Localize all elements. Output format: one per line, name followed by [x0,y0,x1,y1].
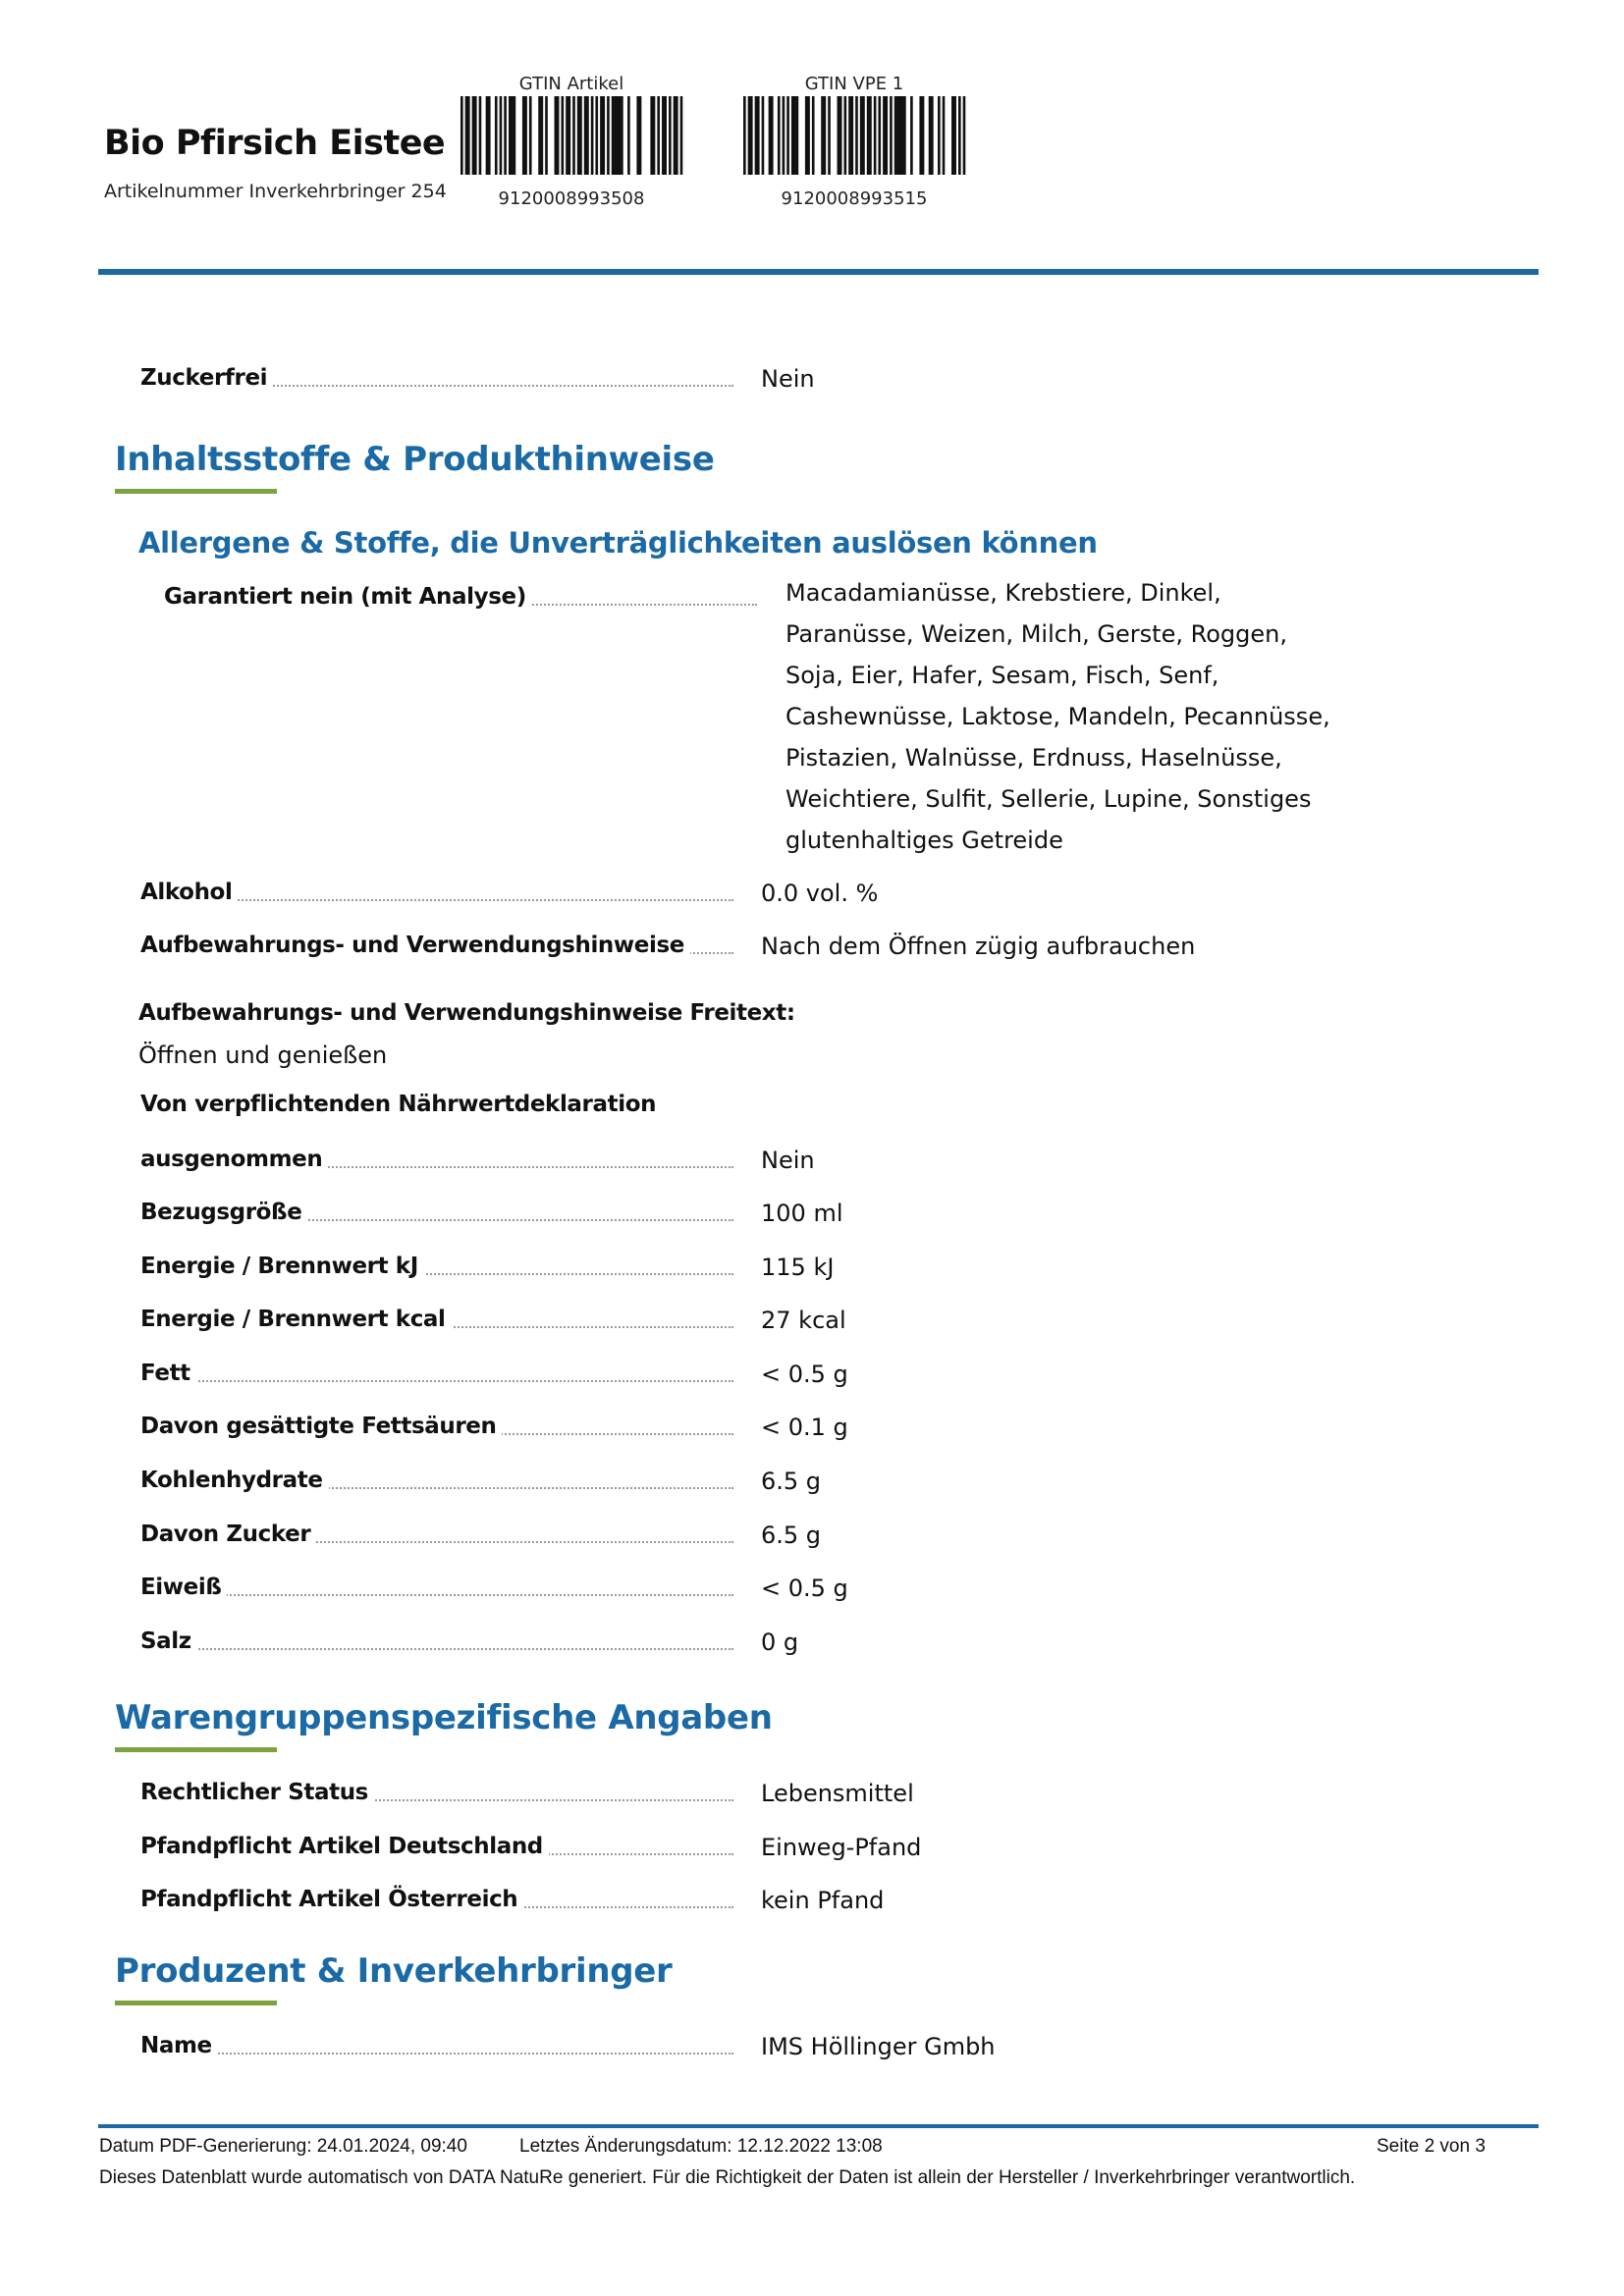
field-value: Nach dem Öffnen zügig aufbrauchen [761,933,1196,960]
barcode-bar [522,96,525,175]
barcode-bar [778,96,781,175]
barcode-bar [650,96,653,175]
section-title-ingredients: Inhaltsstoffe & Produkthinweise [115,440,715,479]
field-value: 27 kcal [761,1307,846,1334]
barcode-bar [901,96,904,175]
field-value: Nein [761,365,815,393]
field-label: Name [140,2033,218,2058]
barcode-bar [511,96,514,175]
field-label: Garantiert nein (mit Analyse) [164,584,532,610]
field-value: Nein [761,1147,815,1174]
barcode-bar [577,96,580,175]
field-label: Kohlenhydrate [140,1468,329,1493]
field-value: 6.5 g [761,1468,822,1495]
barcode-bar [474,96,477,175]
barcode-bar [545,96,548,175]
field-label: Pfandpflicht Artikel Österreich [140,1887,523,1912]
barcode-bar [743,96,746,175]
barcode-bar [460,96,463,175]
header-divider [98,269,1539,275]
allergen-list [785,572,1335,861]
field-label: Bezugsgröße [140,1200,307,1225]
field-label: ausgenommen [140,1147,328,1172]
section-title-producer: Produzent & Inverkehrbringer [115,1951,673,1991]
barcode-bar [848,96,851,175]
barcode-bar [479,96,482,175]
barcode-bar [636,96,639,175]
field-label: Energie / Brennwert kJ [140,1254,424,1279]
barcode-bar [614,96,617,175]
barcode-bar [824,96,827,175]
barcode-bar [674,96,677,175]
barcode-bar [896,96,899,175]
barcode-bar [748,96,751,175]
allergen-line: Weichtiere, Sulfit, Sellerie, Lupine, Sonstiges [785,785,1312,813]
field-value: < 0.5 g [761,1361,848,1388]
barcode-bar [664,96,667,175]
barcode-bar [812,96,815,175]
barcode-bar [943,96,946,175]
section-underline [115,489,277,494]
barcode-bar [657,96,660,175]
barcode-bar [783,96,785,175]
barcode-bar [838,96,840,175]
barcode-bar [616,96,619,175]
barcode-bar [566,96,568,175]
barcode-bar [586,96,589,175]
barcode-bar [465,96,468,175]
footer-modified-date: Letztes Änderungsdatum: 12.12.2022 13:08 [519,2136,883,2157]
barcode-bar [786,96,789,175]
barcode-bar [771,96,774,175]
barcode-icon [741,96,967,175]
barcode-bar [796,96,799,175]
barcode-bar [953,96,956,175]
allergen-line: Paranüsse, Weizen, Milch, Gerste, Roggen, [785,620,1287,648]
allergen-line: glutenhaltiges Getreide [785,827,1063,854]
field-label: Davon gesättigte Fettsäuren [140,1414,502,1439]
barcode-bar [894,96,897,175]
barcode-bar [750,96,753,175]
barcode-bar [903,96,906,175]
barcode-bar [557,96,560,175]
barcode-bar [963,96,966,175]
barcode-bar [524,96,527,175]
field-value: 0 g [761,1629,799,1656]
barcode-bar [869,96,872,175]
field-value: Lebensmittel [761,1780,914,1807]
article-number: Artikelnummer Inverkehrbringer 254 [104,181,447,202]
barcode-bar [627,96,630,175]
footer-generated-date: Datum PDF-Generierung: 24.01.2024, 09:40 [99,2136,467,2157]
field-label: Eiweiß [140,1575,227,1600]
footer-divider [98,2124,1539,2128]
barcode-bar [653,96,656,175]
barcode-bar [762,96,765,175]
field-value: 100 ml [761,1200,843,1227]
barcode-bar [929,96,932,175]
field-label: Fett [140,1361,196,1386]
barcode-bar [529,96,532,175]
barcode-bar [669,96,672,175]
barcode-bar [509,96,512,175]
section-underline [115,2001,277,2005]
barcode-bar [680,96,683,175]
field-value: 115 kJ [761,1254,835,1281]
allergen-line: Soja, Eier, Hafer, Sesam, Fisch, Senf, [785,662,1219,689]
field-label: Energie / Brennwert kcal [140,1307,452,1332]
barcode-bar [488,96,491,175]
dotted-leader [140,1594,733,1596]
barcode-bar [595,96,598,175]
barcode-bar [621,96,623,175]
barcode-bar [951,96,954,175]
barcode-bar [662,96,665,175]
freetext-value: Öffnen und genießen [138,1041,388,1069]
barcode-bar [844,96,847,175]
barcode-bar [922,96,925,175]
exempt-label: Von verpflichtenden Nährwertdeklaration [140,1092,657,1117]
barcode-bar [883,96,886,175]
barcode-bar [619,96,622,175]
barcode-bar [828,96,831,175]
barcode-bar [805,96,808,175]
barcode-bar [572,96,575,175]
barcode-bar [793,96,796,175]
field-value: < 0.5 g [761,1575,848,1602]
field-value: IMS Höllinger Gmbh [761,2033,996,2060]
field-label: Davon Zucker [140,1522,316,1547]
footer-page-number: Seite 2 von 3 [1377,2136,1486,2157]
barcode-bar [568,96,571,175]
barcode-bar [885,96,888,175]
barcode-bar [607,96,610,175]
barcode-bar [890,96,893,175]
barcode-bar [541,96,544,175]
barcode-bar [807,96,810,175]
barcode-bar [755,96,758,175]
barcode-bar [467,96,470,175]
section-title-product-group: Warengruppenspezifische Angaben [115,1698,773,1737]
allergen-line: Macadamianüsse, Krebstiere, Dinkel, [785,579,1221,607]
barcode-bar [821,96,824,175]
barcode-bar [958,96,961,175]
barcode-number: 9120008993515 [781,188,928,209]
barcode-bar [898,96,901,175]
barcode-bar [839,96,842,175]
dotted-leader [140,1380,733,1382]
subsection-title-allergens: Allergene & Stoffe, die Unverträglichkeiten auslösen können [138,526,1098,560]
field-value: Einweg-Pfand [761,1834,922,1861]
barcode-bar [538,96,541,175]
barcode-bar [472,96,475,175]
barcode-bar [919,96,922,175]
barcode-bar [862,96,865,175]
field-label: Aufbewahrungs- und Verwendungshinweise [140,933,690,958]
barcode-label: GTIN Artikel [518,74,624,94]
barcode-bar [591,96,594,175]
barcode-bar [910,96,913,175]
barcode-bar [851,96,854,175]
barcode-bar [878,96,881,175]
barcode-bar [938,96,941,175]
allergen-line: Pistazien, Walnüsse, Erdnuss, Haselnüsse, [785,744,1282,772]
barcode-bar [612,96,615,175]
field-value: 6.5 g [761,1522,822,1549]
field-label: Rechtlicher Status [140,1780,374,1805]
dotted-leader [140,2053,733,2055]
barcode-gtin-article [456,73,687,209]
barcode-bar [555,96,558,175]
barcode-bar [514,96,516,175]
barcode-bar [486,96,489,175]
barcode-bar [860,96,863,175]
barcode-icon [459,96,684,175]
barcode-bar [931,96,934,175]
barcode-bar [500,96,503,175]
field-label: Salz [140,1629,197,1654]
barcode-bar [874,96,877,175]
barcode-bar [769,96,772,175]
footer-disclaimer: Dieses Datenblatt wurde automatisch von DATA NatuRe generiert. Für die Richtigkeit der Daten ist allein der Hersteller / Inverkehrbringer verantwortlich. [99,2167,1356,2188]
barcode-bar [600,96,603,175]
field-value: < 0.1 g [761,1414,848,1441]
barcode-bar [504,96,507,175]
field-value: kein Pfand [761,1887,885,1914]
field-label: Zuckerfrei [140,365,273,391]
barcode-gtin-vpe [738,73,970,209]
field-label: Pfandpflicht Artikel Deutschland [140,1834,549,1859]
barcode-bar [562,96,565,175]
barcode-label: GTIN VPE 1 [804,74,904,94]
barcode-bar [867,96,870,175]
product-title: Bio Pfirsich Eistee [104,124,446,163]
barcode-bar [495,96,498,175]
barcode-bar [579,96,582,175]
barcode-number: 9120008993508 [498,188,645,209]
barcode-bar [855,96,858,175]
barcode-bar [602,96,605,175]
freetext-label: Aufbewahrungs- und Verwendungshinweise Freitext: [138,1000,795,1026]
field-value: 0.0 vol. % [761,880,879,907]
barcode-bar [791,96,794,175]
barcode-bar [676,96,678,175]
barcode-bar [639,96,642,175]
barcode-bar [584,96,587,175]
barcode-bar [757,96,760,175]
section-underline [115,1747,277,1752]
field-label: Alkohol [140,880,238,905]
allergen-line: Cashewnüsse, Laktose, Mandeln, Pecannüsse, [785,703,1330,730]
dotted-leader [140,1648,733,1650]
